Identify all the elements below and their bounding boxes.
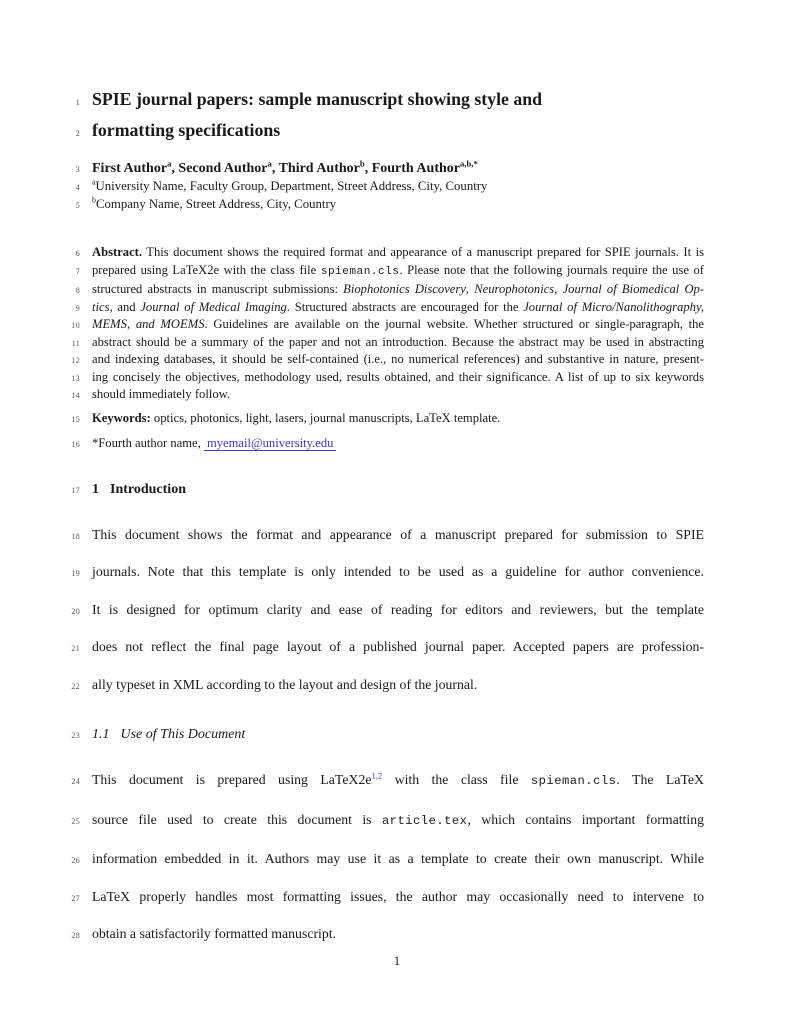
text-line [0,178,794,196]
line-content [92,115,704,146]
text-segment: University Name, Faculty Group, Department, Street Address, City, Country [95,179,488,193]
code-text: spieman.cls [320,265,400,278]
text-segment: This document shows the required format and appearance of a manuscript prepared for SPIE journals. It is [142,245,704,259]
line-number: 24 [71,777,80,786]
text-segment: , Third Author [271,161,360,176]
text-segment: *Fourth author name, [92,436,204,450]
text-segment: This document shows the format and appearance of a manuscript prepared for submission to SPIE [92,526,704,542]
text-segment: structured abstracts in manuscript submissions: [92,282,344,296]
line-number: 13 [71,373,80,383]
line-content [92,84,704,115]
section-number: 1.1 [92,727,110,742]
text-segment: information embedded in it. Authors may use it as a template to create their own manuscript. While [92,851,704,866]
superscript-text: a [92,177,96,187]
line-number: 12 [71,356,80,365]
line-content [92,369,704,387]
line-number: 4 [75,183,80,192]
line-content [92,410,704,428]
text-line [0,526,794,544]
text-line [0,115,794,146]
text-segment: formatting specifications [92,120,281,140]
text-segment: , and [109,299,141,314]
text-line [0,481,794,499]
text-line [0,888,794,906]
text-line [0,601,794,619]
line-number: 15 [71,414,80,424]
text-segment: abstract should be a summary of the paper and not an introduction. Because the abstract may be used in abstracting [92,334,704,349]
text-segment: tics [92,299,110,314]
line-number: 14 [71,391,80,400]
line-number: 23 [71,731,80,740]
superscript-text: b [92,195,96,205]
line-content [92,888,704,906]
line-content [92,771,704,791]
line-number: 28 [71,931,80,940]
text-segment: with the class file [382,772,531,787]
text-segment: , [465,282,475,296]
text-segment: It is designed for optimum clarity and ease of reading for editors and reviewers, but the template [92,601,704,617]
text-line [0,563,794,581]
text-line [0,771,794,791]
page-number: 1 [393,954,401,968]
text-line [0,676,794,694]
line-number: 26 [71,856,80,865]
text-segment: source file used to create this document is [92,811,382,827]
text-segment: Company Name, Street Address, City, Country [95,196,337,211]
text-segment: , Second Author [171,161,268,176]
line-number: 5 [75,200,80,210]
line-content [92,676,704,694]
text-segment: prepared using LaTeX2e with the class file [92,262,321,277]
line-number: 10 [71,321,80,330]
text-segment: . The LaTeX [616,772,704,787]
text-segment: . Structured abstracts are encouraged for the [286,299,524,314]
line-number: 2 [75,129,80,138]
superscript-text: a [267,158,272,169]
text-segment: Journal of Biomedical Op- [562,282,705,296]
line-content [92,526,704,544]
text-segment: does not reflect the final page layout of a published journal paper. Accepted papers are profession- [92,639,704,654]
line-number: 19 [71,569,80,578]
page-footer [0,954,794,969]
line-content [92,563,704,581]
text-segment: Biophotonics Discovery [343,282,466,296]
text-line [0,638,794,656]
text-line [0,410,794,428]
line-content [92,925,704,943]
line-content [92,178,704,196]
line-content [92,316,704,334]
text-line [0,386,794,404]
line-number: 25 [71,816,80,826]
text-segment: Abstract. [92,245,143,259]
line-number: 27 [71,893,80,903]
text-line [0,196,794,214]
line-number: 1 [75,98,80,107]
text-line [0,435,794,453]
text-segment: obtain a satisfactorily formatted manuscript. [92,926,337,941]
line-content [92,334,704,352]
superscript-text: a,b,* [460,158,478,169]
line-content [92,850,704,868]
text-segment: , which contains important formatting [467,811,704,827]
text-segment: ally typeset in XML according to the layout and design of the journal. [92,676,478,692]
superscript-text: b [359,158,365,169]
text-segment: ing concisely the objectives, methodology used, results obtained, and their significance. A list of up to six keywords [92,369,704,384]
text-segment: . Please note that the following journals require the use of [399,262,704,277]
text-line [0,850,794,868]
line-number: 9 [75,303,80,313]
text-segment: LaTeX properly handles most formatting issues, the author may occasionally need to intervene to [92,888,704,904]
text-segment: Neurophotonics [474,282,555,296]
text-segment: First Author [92,161,168,176]
code-text: spieman.cls [530,774,617,788]
line-content [92,196,704,214]
line-content [92,601,704,619]
line-content [92,435,704,453]
line-content [92,386,704,404]
text-segment: This document is prepared using LaTeX2e [92,772,372,787]
line-content [92,481,704,499]
text-segment: journals. Note that this template is only intended to be used as a guideline for author convenience. [92,564,704,579]
text-segment: , [554,282,563,296]
text-line [0,84,794,115]
code-text: article.tex [381,813,468,828]
text-line [0,281,794,299]
text-segment: Journal of Micro/Nanolithography, [523,299,705,314]
citation-link[interactable]: 1,2 [371,770,383,781]
text-line [0,244,794,262]
text-line [0,351,794,369]
line-number: 16 [71,440,80,449]
text-line [0,726,794,744]
line-content [92,726,704,744]
line-number: 22 [71,681,80,691]
text-segment: . Guidelines are available on the journal website. Whether structured or single-paragraph, the [204,317,705,331]
text-segment: Journal of Medical Imaging [140,299,287,314]
text-line [0,811,794,831]
line-number: 21 [71,644,80,653]
text-segment: Keywords: [92,410,151,425]
line-content [92,811,704,831]
section-number: 1 [92,481,99,497]
text-segment: SPIE journal papers: sample manuscript showing style and [92,89,543,109]
line-number: 7 [75,266,80,276]
text-line [0,299,794,317]
text-segment: MEMS, and MOEMS [92,317,205,331]
line-number: 11 [71,338,80,348]
line-content [92,244,704,262]
line-number: 8 [75,286,80,295]
line-content [92,160,704,178]
line-content [92,281,704,299]
text-line [0,925,794,943]
text-segment: , Fourth Author [364,161,460,176]
line-number: 18 [71,531,80,541]
text-line [0,262,794,282]
line-number: 3 [75,165,80,174]
line-content [92,299,704,317]
superscript-text: a [167,158,172,169]
line-content [92,262,704,282]
text-line [0,369,794,387]
text-segment: should immediately follow. [92,387,231,401]
text-segment: Introduction [110,481,186,497]
line-number: 6 [75,249,80,258]
line-content [92,638,704,656]
text-line [0,316,794,334]
line-number: 20 [71,606,80,616]
text-line [0,160,794,178]
email-link[interactable]: myemail@university.edu [204,436,337,451]
text-segment: Use of This Document [120,727,246,742]
text-line [0,334,794,352]
text-segment: and indexing databases, it should be self-contained (i.e., no numerical references) and substantive in nature, present- [92,352,704,366]
line-content [92,351,704,369]
line-number: 17 [71,485,80,495]
text-segment: optics, photonics, light, lasers, journal manuscripts, LaTeX template. [150,410,501,425]
